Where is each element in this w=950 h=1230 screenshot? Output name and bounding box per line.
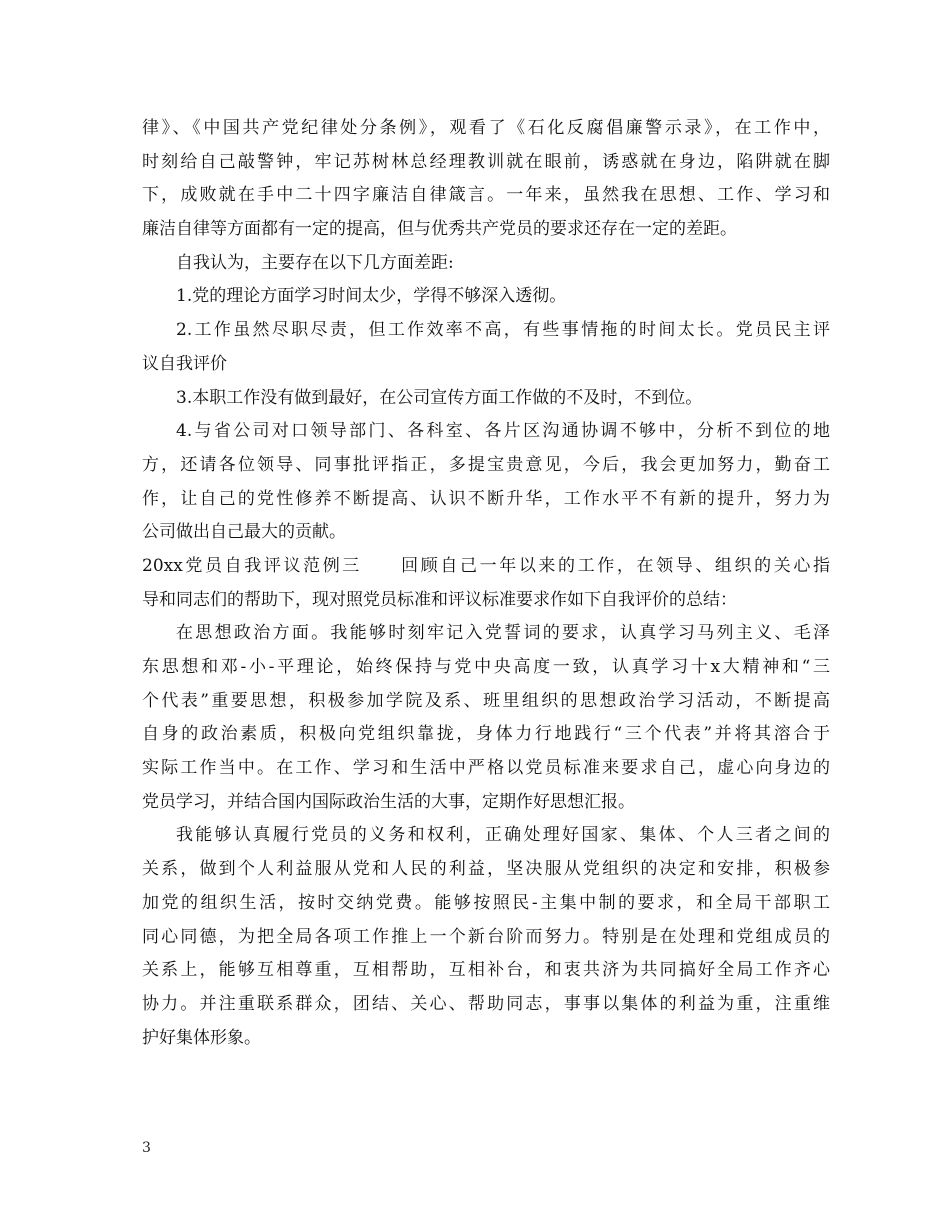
text-line: 关系，做到个人利益服从党和人民的利益，坚决服从党组织的决定和安排，积极参 [142,859,830,880]
text-line: 公司做出自己最大的贡献。 [142,522,346,543]
text-line: 实际工作当中。在工作、学习和生活中严格以党员标准来要求自己，虚心向身边的 [142,758,830,779]
text-line: 党员学习，并结合国内国际政治生活的大事，定期作好思想汇报。 [142,791,635,812]
page-number: 3 [142,1140,151,1156]
text-line: 个代表”重要思想，积极参加学院及系、班里组织的思想政治学习活动，不断提高 [142,690,830,711]
text-line: 作，让自己的党性修养不断提高、认识不断升华，工作水平不有新的提升，努力为 [142,488,830,509]
text-line: 廉洁自律等方面都有一定的提高，但与优秀共产党员的要求还存在一定的差距。 [142,219,737,240]
text-line: 自我认为，主要存在以下几方面差距: [176,252,454,273]
text-line: 自身的政治素质，积极向党组织靠拢，身体力行地践行“三个代表”并将其溶合于 [142,724,830,745]
text-line: 议自我评价 [142,353,227,374]
text-line: 时刻给自己敲警钟，牢记苏树林总经理教训就在眼前，诱惑就在身边，陷阱就在脚 [142,151,830,172]
text-line: 方，还请各位领导、同事批评指正，多提宝贵意见，今后，我会更加努力，勤奋工 [142,454,830,475]
text-line: 4.与省公司对口领导部门、各科室、各片区沟通协调不够中，分析不到位的地 [176,421,830,442]
text-line: 我能够认真履行党员的义务和权利，正确处理好国家、集体、个人三者之间的 [176,825,830,846]
text-line: 同心同德，为把全局各项工作推上一个新台阶而努力。特别是在处理和党组成员的 [142,926,830,947]
text-line: 1.党的理论方面学习时间太少，学得不够深入透彻。 [176,286,567,307]
text-line: 2.工作虽然尽职尽责，但工作效率不高，有些事情拖的时间太长。党员民主评 [176,320,830,341]
text-line: 关系上，能够互相尊重，互相帮助，互相补台，和衷共济为共同搞好全局工作齐心 [142,960,830,981]
text-line: 律》、《中国共产党纪律处分条例》，观看了《石化反腐倡廉警示录》，在工作中， [142,118,830,138]
text-line: 下，成败就在手中二十四字廉洁自律箴言。一年来，虽然我在思想、工作、学习和 [142,185,830,206]
text-line: 在思想政治方面。我能够时刻牢记入党誓词的要求，认真学习马列主义、毛泽 [176,623,830,644]
text-line: 3.本职工作没有做到最好，在公司宣传方面工作做的不及时，不到位。 [176,387,703,408]
text-line: 护好集体形象。 [142,1027,261,1048]
text-line: 东思想和邓-小-平理论，始终保持与党中央高度一致，认真学习十x大精神和“三 [142,657,830,677]
document-body [142,112,830,1055]
text-line: 协力。并注重联系群众，团结、关心、帮助同志，事事以集体的利益为重，注重维 [142,993,830,1014]
text-line: 20xx党员自我评议范例三 回顾自己一年以来的工作，在领导、组织的关心指 [142,555,830,576]
text-line: 加党的组织生活，按时交纳党费。能够按照民-主集中制的要求，和全局干部职工 [142,892,830,913]
text-line: 导和同志们的帮助下，现对照党员标准和评议标准要求作如下自我评价的总结： [142,589,737,610]
